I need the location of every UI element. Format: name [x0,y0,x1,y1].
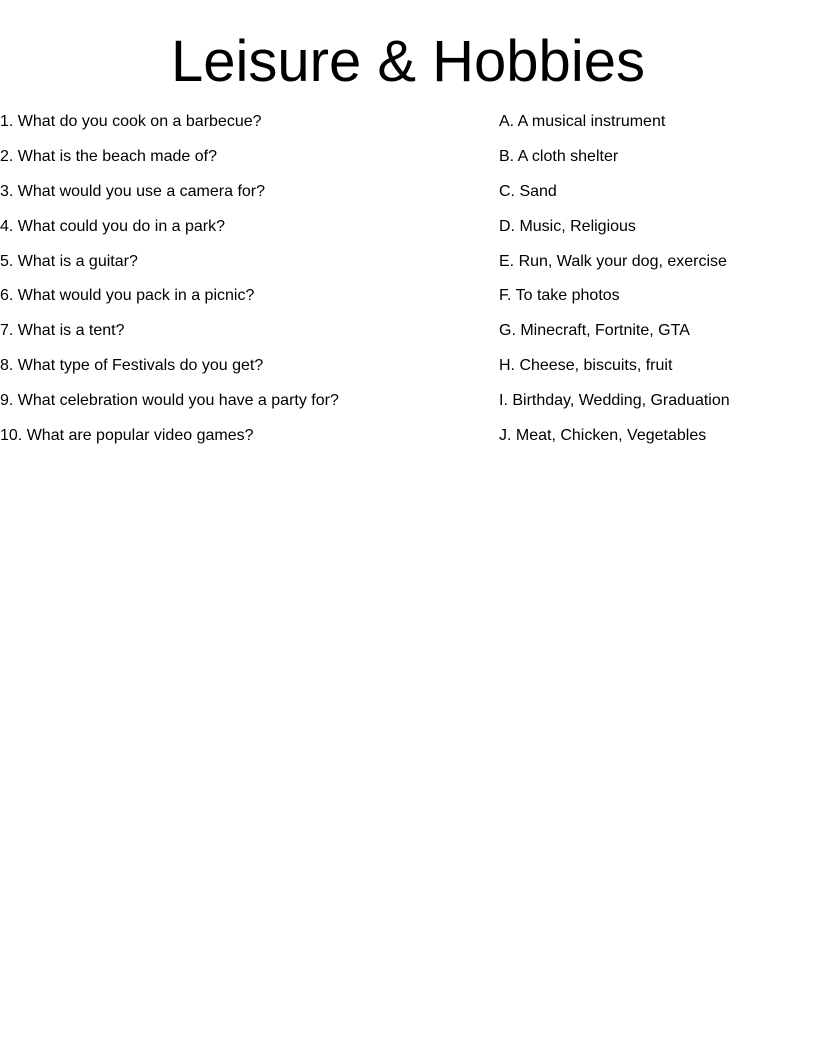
answer-item: C. Sand [499,182,557,200]
answer-item: D. Music, Religious [499,217,636,235]
answer-item: B. A cloth shelter [499,147,619,165]
page-title: Leisure & Hobbies [171,29,645,94]
answer-item: I. Birthday, Wedding, Graduation [499,392,730,410]
question-item: 6. What would you pack in a picnic? [0,287,255,305]
answer-item: J. Meat, Chicken, Vegetables [499,427,707,445]
answer-item: E. Run, Walk your dog, exercise [499,252,727,270]
question-item: 7. What is a tent? [0,322,125,340]
question-item: 3. What would you use a camera for? [0,182,266,200]
questions-list [0,109,480,458]
question-item: 9. What celebration would you have a party for? [0,392,339,410]
question-item: 2. What is the beach made of? [0,147,218,165]
answer-item: A. A musical instrument [499,113,666,130]
question-item: 1. What do you cook on a barbecue? [0,113,262,130]
answers-list [499,109,816,458]
question-item: 4. What could you do in a park? [0,217,226,235]
question-item: 8. What type of Festivals do you get? [0,357,264,375]
question-item: 10. What are popular video games? [0,427,254,445]
answer-item: G. Minecraft, Fortnite, GTA [499,322,690,340]
answer-item: F. To take photos [499,287,620,305]
answer-item: H. Cheese, biscuits, fruit [499,357,673,375]
question-item: 5. What is a guitar? [0,252,138,270]
